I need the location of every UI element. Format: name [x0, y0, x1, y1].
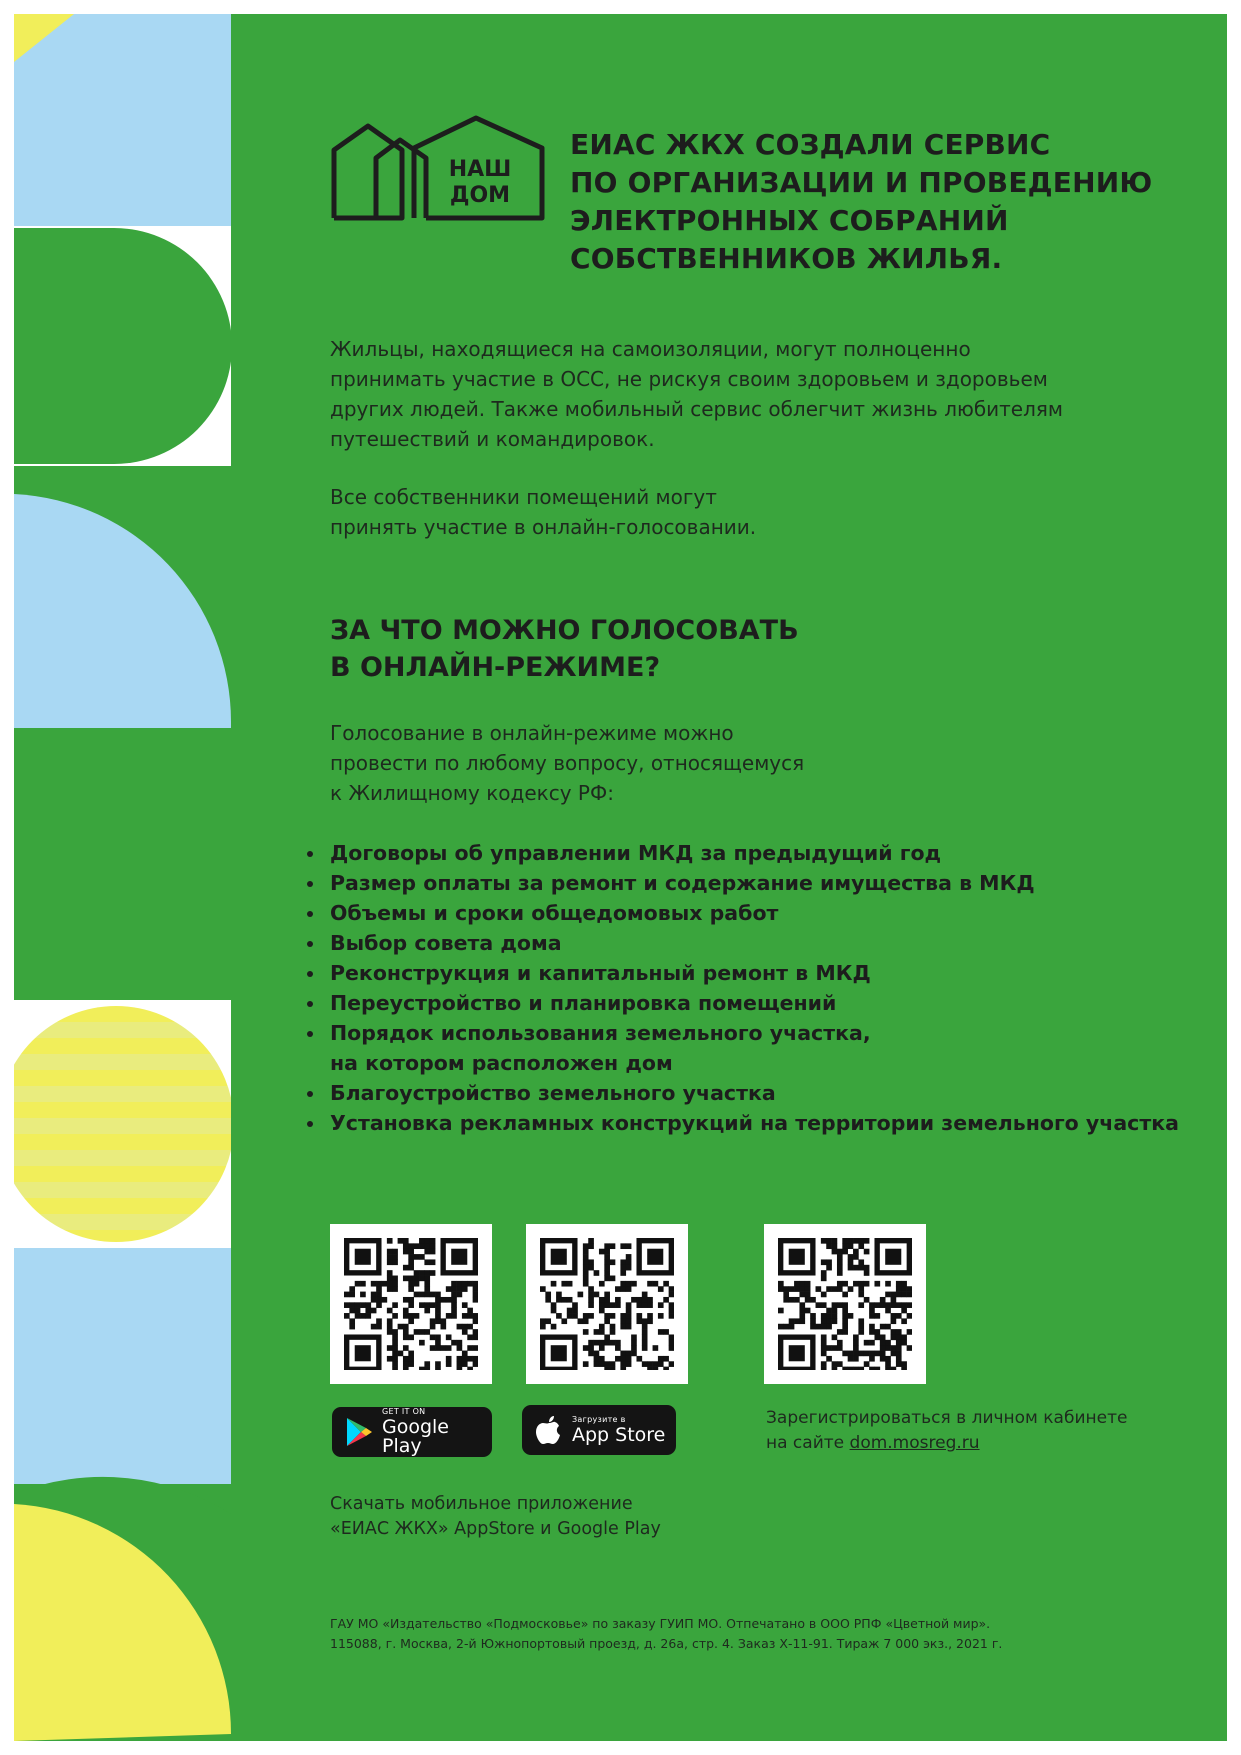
qr-pattern	[778, 1238, 912, 1370]
logo-text-line1: НАШ	[448, 157, 512, 182]
list-item: Переустройство и планировка помещений	[305, 988, 1205, 1018]
download-text	[330, 1492, 830, 1542]
text-line: Жильцы, находящиеся на самоизоляции, могут полноценно	[330, 337, 971, 361]
qr-pattern	[344, 1238, 478, 1370]
website-link[interactable]: dom.mosreg.ru	[849, 1433, 980, 1453]
decorative-shapes	[14, 14, 231, 1741]
headline-line: ПО ОРГАНИЗАЦИИ И ПРОВЕДЕНИЮ	[570, 166, 1153, 199]
register-text	[766, 1406, 1186, 1456]
flyer-page	[14, 14, 1227, 1741]
nash-dom-logo	[330, 114, 548, 224]
list-item: Объемы и сроки общедомовых работ	[305, 898, 1205, 928]
list-item: Договоры об управлении МКД за предыдущий год	[305, 838, 1205, 868]
text-line: Зарегистрироваться в личном кабинете	[766, 1408, 1128, 1428]
text-line: Голосование в онлайн-режиме можно	[330, 721, 734, 745]
apple-icon	[534, 1414, 564, 1446]
headline-line: ЕИАС ЖКХ СОЗДАЛИ СЕРВИС	[570, 128, 1051, 161]
headline	[570, 126, 1210, 278]
qr-code-website[interactable]	[764, 1224, 926, 1384]
voting-description	[330, 718, 1130, 808]
text-line: принять участие в онлайн-голосовании.	[330, 515, 757, 539]
text-line: 115088, г. Москва, 2-й Южнопортовый проезд, д. 26а, стр. 4. Заказ Х-11-91. Тираж 7 000 экз., 2021 г.	[330, 1636, 1003, 1651]
intro-paragraph-1	[330, 334, 1130, 454]
text-line: на котором расположен дом	[330, 1051, 673, 1075]
text-line: провести по любому вопросу, относящемуся	[330, 751, 805, 775]
google-play-badge[interactable]	[332, 1407, 492, 1457]
text-line: принимать участие в ОСС, не рискуя своим здоровьем и здоровьем	[330, 367, 1048, 391]
text-line: «ЕИАС ЖКХ» AppStore и Google Play	[330, 1519, 661, 1539]
text-line: ГАУ МО «Издательство «Подмосковье» по заказу ГУИП МО. Отпечатано в ООО РПФ «Цветной мир».	[330, 1616, 991, 1631]
badge-small-text: GET IT ON	[382, 1407, 426, 1416]
intro-paragraph-2	[330, 482, 1130, 542]
heading-line: В ОНЛАЙН-РЕЖИМЕ?	[330, 652, 661, 683]
text-line: Скачать мобильное приложение	[330, 1494, 633, 1514]
list-item: Благоустройство земельного участка	[305, 1078, 1205, 1108]
badge-small-text: Загрузите в	[572, 1414, 626, 1424]
text-line: Порядок использования земельного участка,	[330, 1021, 871, 1045]
headline-line: ЭЛЕКТРОННЫХ СОБРАНИЙ	[570, 204, 1009, 237]
voting-heading	[330, 612, 1030, 686]
google-play-icon	[344, 1416, 374, 1448]
text-line: путешествий и командировок.	[330, 427, 655, 451]
list-item: Установка рекламных конструкций на территории земельного участка	[305, 1108, 1205, 1138]
list-item	[305, 1018, 1205, 1078]
text-line: других людей. Также мобильный сервис облегчит жизнь любителям	[330, 397, 1064, 421]
qr-code-app-store[interactable]	[526, 1224, 688, 1384]
list-item: Размер оплаты за ремонт и содержание имущества в МКД	[305, 868, 1205, 898]
heading-line: ЗА ЧТО МОЖНО ГОЛОСОВАТЬ	[330, 615, 799, 646]
headline-line: СОБСТВЕННИКОВ ЖИЛЬЯ.	[570, 242, 1003, 275]
badge-big-text: App Store	[572, 1423, 666, 1446]
text-line: на сайте	[766, 1433, 845, 1453]
text-line: Все собственники помещений могут	[330, 485, 717, 509]
voting-topics-list	[305, 838, 1205, 1138]
badge-big-text: Google Play	[382, 1416, 450, 1457]
qr-code-google-play[interactable]	[330, 1224, 492, 1384]
qr-pattern	[540, 1238, 674, 1370]
logo-text-line2: ДОМ	[449, 183, 511, 208]
list-item: Выбор совета дома	[305, 928, 1205, 958]
imprint	[330, 1614, 1210, 1654]
app-store-badge[interactable]	[522, 1405, 676, 1455]
text-line: к Жилищному кодексу РФ:	[330, 781, 614, 805]
list-item: Реконструкция и капитальный ремонт в МКД	[305, 958, 1205, 988]
